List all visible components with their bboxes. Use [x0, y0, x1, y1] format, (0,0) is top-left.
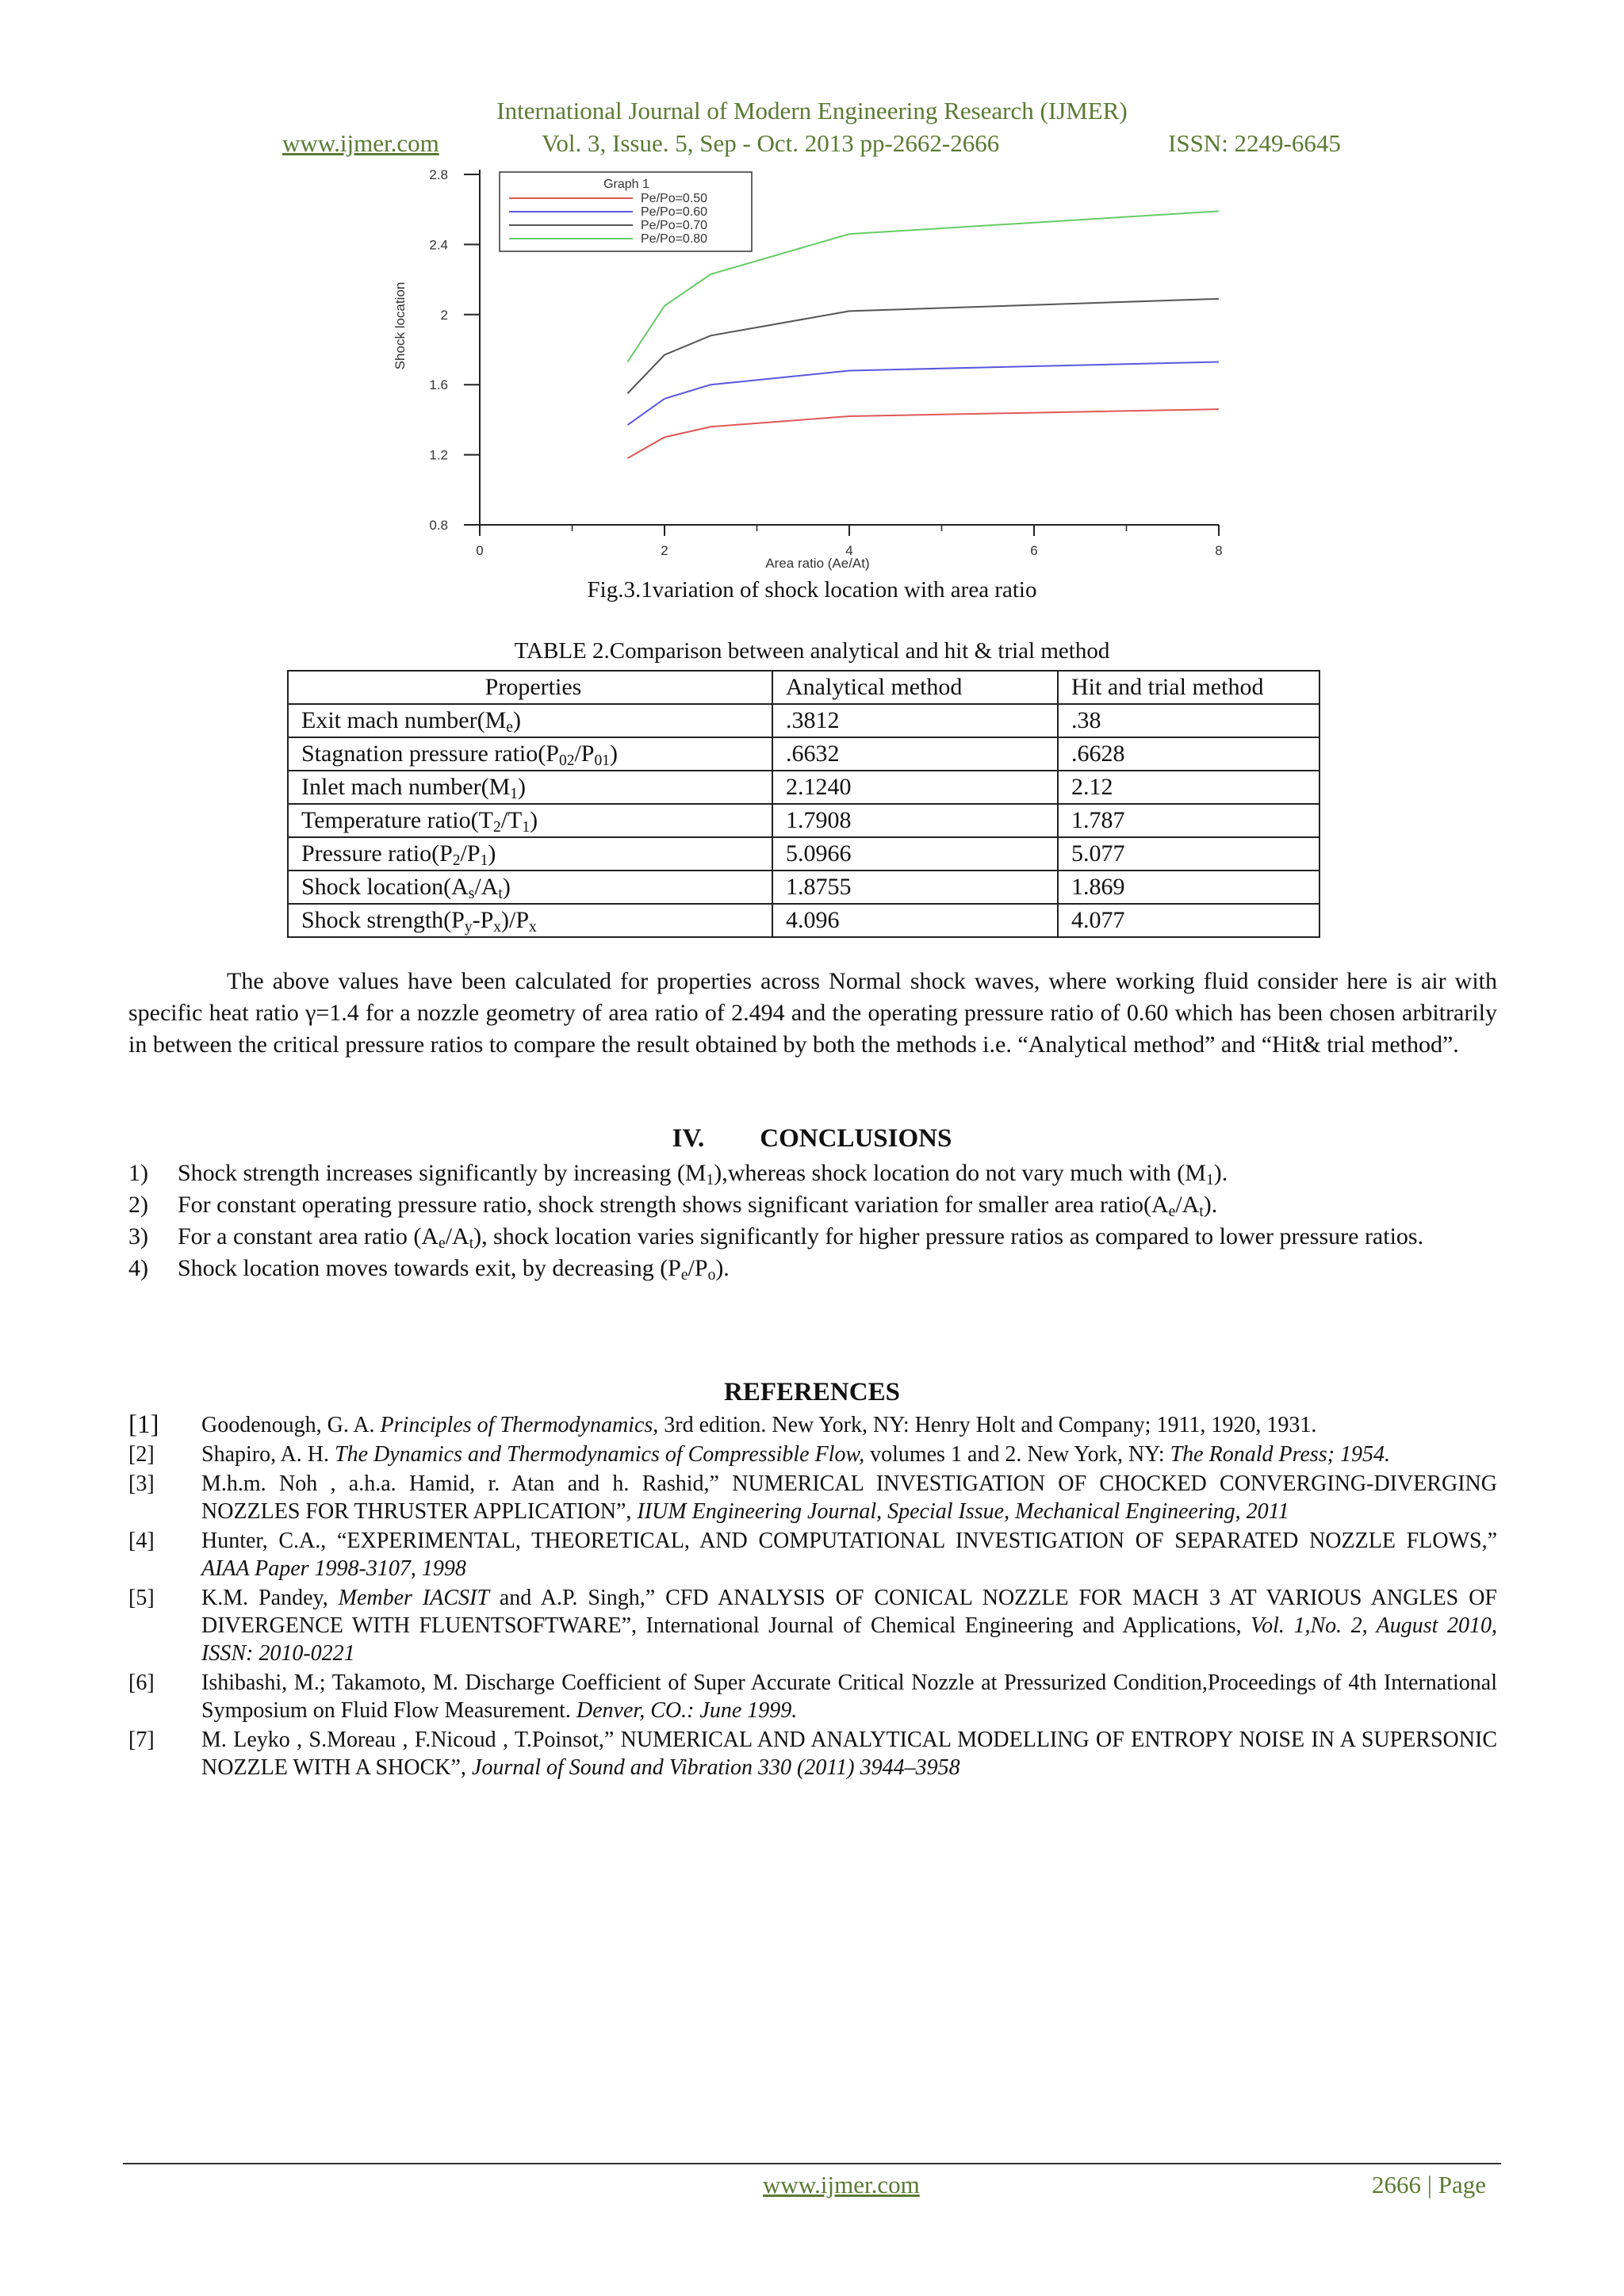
- comparison-table: [287, 670, 1320, 938]
- reference-italic: The Dynamics and Thermodynamics of Compressible Flow,: [335, 1442, 865, 1467]
- conclusions-list: [128, 1158, 1497, 1284]
- item-text: For constant operating pressure ratio, shock strength shows significant variation for smaller area ratio(A: [178, 1192, 1169, 1218]
- reference-text: 3rd edition. New York, NY: Henry Holt and Company; 1911, 1920, 1931.: [658, 1413, 1317, 1437]
- col-header-hit-trial: Hit and trial method: [1058, 671, 1320, 704]
- reference-item: [128, 1411, 1497, 1439]
- subscript: x: [493, 918, 502, 936]
- table-header-row: [288, 671, 1320, 704]
- section-number: IV.: [672, 1124, 705, 1153]
- cell-hit-trial: 1.787: [1058, 804, 1320, 837]
- references-heading: [0, 1378, 1624, 1407]
- reference-italic: Principles of Thermodynamics,: [380, 1413, 659, 1437]
- reference-text: Hunter, C.A., “EXPERIMENTAL, THEORETICAL, AND COMPUTATIONAL INVESTIGATION OF SEPARATED NOZZLE FLOWS,”: [201, 1529, 1497, 1553]
- header-volume: Vol. 3, Issue. 5, Sep - Oct. 2013 pp-2662-2666: [542, 129, 1000, 157]
- property-text: ): [530, 807, 538, 833]
- cell-hit-trial: 1.869: [1058, 871, 1320, 904]
- reference-item: [128, 1726, 1497, 1781]
- reference-text: volumes 1 and 2. New York, NY:: [864, 1442, 1170, 1467]
- y-tick-label: 2: [440, 307, 448, 323]
- subscript: e: [680, 1266, 688, 1284]
- table-row: [288, 771, 1320, 804]
- legend-title: Graph 1: [603, 178, 649, 191]
- list-number: 3): [128, 1223, 148, 1249]
- reference-text: and A.P. Singh,” CFD ANALYSIS OF CONICAL NOZZLE FOR MACH 3 AT VARIOUS ANGLES OF DIVERGENCE WITH FLUENTSOFTWARE”, International Journal of Chemical Engineering and Applications,: [201, 1586, 1497, 1638]
- x-axis-label: Area ratio (Ae/At): [765, 556, 870, 571]
- reference-text: Ishibashi, M.; Takamoto, M. Discharge Coefficient of Super Accurate Critical Nozzle at Pressurized Condition,Proceedings of 4th International Symposium on Fluid Flow Measurement.: [201, 1670, 1497, 1723]
- legend-entry: Pe/Po=0.60: [641, 205, 708, 219]
- header-issn: ISSN: 2249-6645: [1168, 129, 1341, 157]
- reference-text: Shapiro, A. H.: [201, 1442, 335, 1467]
- reference-text: K.M. Pandey,: [201, 1586, 339, 1610]
- reference-number: [4]: [128, 1529, 155, 1553]
- series-line-3: [627, 299, 1219, 393]
- reference-italic: Vol. 1,No. 2, August 2010, ISSN: 2010-0221: [201, 1613, 1497, 1666]
- series-line-1: [627, 409, 1219, 458]
- property-text: Temperature ratio(T: [301, 807, 493, 833]
- item-text: ).: [1213, 1160, 1228, 1186]
- reference-italic: IIUM Engineering Journal, Special Issue, Mechanical Engineering, 2011: [637, 1499, 1289, 1524]
- reference-number: [1]: [128, 1410, 159, 1439]
- header-line: [282, 129, 1361, 161]
- legend-entry: Pe/Po=0.70: [641, 219, 708, 232]
- table-row: [288, 704, 1320, 737]
- property-text: ): [502, 874, 511, 900]
- item-text: ).: [715, 1255, 730, 1281]
- y-axis-label: Shock location: [393, 281, 408, 370]
- subscript: 2: [492, 818, 501, 836]
- subscript: t: [469, 1234, 474, 1252]
- property-text: ): [518, 774, 526, 800]
- property-text: ): [609, 740, 618, 767]
- figure-caption: Fig.3.1variation of shock location with area ratio: [587, 577, 1037, 603]
- cell-analytical: 4.096: [772, 904, 1058, 937]
- reference-number: [5]: [128, 1586, 155, 1610]
- reference-item: [128, 1527, 1497, 1582]
- col-header-properties: Properties: [288, 671, 772, 704]
- reference-italic: Journal of Sound and Vibration 330 (2011) 3944–3958: [471, 1755, 960, 1780]
- journal-title: International Journal of Modern Engineering Research (IJMER): [496, 97, 1128, 124]
- cell-property: [288, 804, 772, 837]
- subscript: 2: [452, 851, 461, 869]
- cell-property: [288, 771, 772, 804]
- list-item: [128, 1253, 1497, 1284]
- property-text: /A: [474, 874, 499, 900]
- table-row: [288, 871, 1320, 904]
- footer-url-link[interactable]: www.ijmer.com: [763, 2171, 920, 2198]
- list-item: [128, 1189, 1497, 1221]
- subscript: e: [439, 1234, 446, 1252]
- subscript: x: [529, 918, 537, 936]
- item-text: Shock strength increases significantly by increasing (M: [178, 1160, 707, 1186]
- cell-property: [288, 871, 772, 904]
- property-text: /T: [500, 807, 523, 833]
- references-list: [128, 1411, 1497, 1783]
- item-text: ),whereas shock location do not vary much with (M: [714, 1160, 1206, 1186]
- y-tick-label: 2.8: [429, 167, 448, 182]
- cell-hit-trial: .6628: [1058, 737, 1320, 771]
- col-header-analytical: Analytical method: [772, 671, 1058, 704]
- property-text: ): [488, 840, 496, 867]
- shock-location-chart: [373, 163, 1253, 575]
- cell-analytical: 2.1240: [772, 771, 1058, 804]
- property-text: -P: [472, 907, 494, 933]
- reference-italic: Denver, CO.: June 1999.: [576, 1698, 798, 1723]
- reference-text: M.h.m. Noh , a.h.a. Hamid, r. Atan and h. Rashid,” NUMERICAL INVESTIGATION OF CHOCKED CONVERGING-DIVERGING NOZZLES FOR THRUSTER APPLICATION”,: [201, 1471, 1497, 1524]
- property-text: Stagnation pressure ratio(P: [301, 740, 559, 767]
- list-item: [128, 1221, 1497, 1253]
- x-tick-label: 4: [845, 543, 853, 558]
- item-text: ).: [1203, 1192, 1218, 1218]
- reference-italic: Member IACSIT: [338, 1586, 489, 1610]
- cell-analytical: .6632: [772, 737, 1058, 771]
- cell-property: [288, 737, 772, 771]
- reference-number: [2]: [128, 1442, 155, 1467]
- property-text: /P: [460, 840, 481, 867]
- item-text: Shock location moves towards exit, by decreasing (P: [178, 1255, 681, 1281]
- cell-hit-trial: 2.12: [1058, 771, 1320, 804]
- cell-hit-trial: 4.077: [1058, 904, 1320, 937]
- property-text: )/P: [501, 907, 530, 933]
- cell-property: [288, 904, 772, 937]
- legend-entry: Pe/Po=0.80: [641, 232, 708, 246]
- subscript: y: [464, 918, 473, 936]
- cell-analytical: 1.7908: [772, 804, 1058, 837]
- table-caption: TABLE 2.Comparison between analytical and hit & trial method: [514, 638, 1110, 664]
- reference-item: [128, 1584, 1497, 1667]
- cell-analytical: 5.0966: [772, 837, 1058, 871]
- x-tick-label: 8: [1215, 543, 1223, 558]
- reference-number: [3]: [128, 1471, 155, 1496]
- property-text: Shock strength(P: [301, 907, 465, 933]
- cell-analytical: .3812: [772, 704, 1058, 737]
- item-text: ), shock location varies significantly for higher pressure ratios as compared to lower pressure ratios.: [473, 1223, 1424, 1249]
- property-text: Inlet mach number(M: [301, 774, 511, 800]
- section-title: CONCLUSIONS: [760, 1124, 952, 1153]
- references-title: REFERENCES: [724, 1378, 900, 1406]
- table-row: [288, 837, 1320, 871]
- property-text: Exit mach number(M: [301, 707, 507, 733]
- cell-analytical: 1.8755: [772, 871, 1058, 904]
- subscript: 1: [480, 851, 488, 869]
- table-row: [288, 737, 1320, 771]
- header-url-link[interactable]: www.ijmer.com: [282, 129, 439, 157]
- list-number: 4): [128, 1255, 148, 1281]
- reference-italic: AIAA Paper 1998-3107, 1998: [201, 1556, 466, 1581]
- list-item: [128, 1158, 1497, 1189]
- y-tick-label: 2.4: [429, 237, 448, 253]
- reference-italic: The Ronald Press; 1954.: [1170, 1442, 1390, 1467]
- table-row: [288, 904, 1320, 937]
- reference-text: Goodenough, G. A.: [201, 1413, 381, 1437]
- cell-hit-trial: .38: [1058, 704, 1320, 737]
- item-text: /A: [1175, 1192, 1200, 1218]
- reference-number: [6]: [128, 1670, 155, 1695]
- cell-property: [288, 704, 772, 737]
- reference-item: [128, 1470, 1497, 1525]
- subscript: e: [506, 718, 513, 736]
- subscript: 1: [706, 1171, 714, 1188]
- property-text: Shock location(A: [301, 874, 469, 900]
- y-tick-label: 1.6: [429, 377, 448, 393]
- cell-hit-trial: 5.077: [1058, 837, 1320, 871]
- y-tick-label: 0.8: [429, 518, 448, 533]
- subscript: 1: [522, 818, 530, 836]
- x-tick-label: 6: [1030, 543, 1038, 558]
- x-tick-label: 2: [661, 543, 668, 558]
- body-paragraph: The above values have been calculated for properties across Normal shock waves, where working fluid consider here is air with specific heat ratio γ=1.4 for a nozzle geometry of area ratio of 2.494 and the operating pressure ratio of 0.60 which has been chosen arbitrarily in between the critical pressure ratios to compare the result obtained by both the methods i.e. “Analytical method” and “Hit& trial method”.: [128, 968, 1497, 1058]
- legend-entry: Pe/Po=0.50: [641, 192, 708, 205]
- item-text: /A: [445, 1223, 469, 1249]
- conclusions-heading: [0, 1124, 1624, 1154]
- subscript: 02: [558, 752, 575, 769]
- footer-divider: [123, 2163, 1501, 2164]
- footer-page-number: 2666 | Page: [1372, 2171, 1486, 2198]
- y-tick-label: 1.2: [429, 447, 448, 463]
- reference-item: [128, 1441, 1497, 1468]
- list-number: 2): [128, 1192, 148, 1218]
- cell-property: [288, 837, 772, 871]
- reference-text: M. Leyko , S.Moreau , F.Nicoud , T.Poinsot,” NUMERICAL AND ANALYTICAL MODELLING OF ENTROPY NOISE IN A SUPERSONIC NOZZLE WITH A SHOCK”,: [201, 1728, 1497, 1780]
- reference-number: [7]: [128, 1728, 155, 1752]
- property-text: ): [512, 707, 521, 733]
- subscript: e: [1168, 1203, 1176, 1220]
- subscript: 1: [1205, 1171, 1214, 1188]
- reference-item: [128, 1669, 1497, 1724]
- subscript: 01: [594, 752, 610, 769]
- item-text: For a constant area ratio (A: [178, 1223, 439, 1249]
- subscript: 1: [510, 785, 518, 802]
- subscript: t: [498, 885, 503, 902]
- property-text: /P: [574, 740, 595, 767]
- subscript: o: [707, 1266, 716, 1284]
- table-row: [288, 804, 1320, 837]
- list-number: 1): [128, 1160, 148, 1186]
- item-text: /P: [688, 1255, 708, 1281]
- subscript: t: [1199, 1203, 1204, 1220]
- property-text: Pressure ratio(P: [301, 840, 453, 867]
- subscript: s: [468, 885, 475, 902]
- x-tick-label: 0: [476, 543, 484, 558]
